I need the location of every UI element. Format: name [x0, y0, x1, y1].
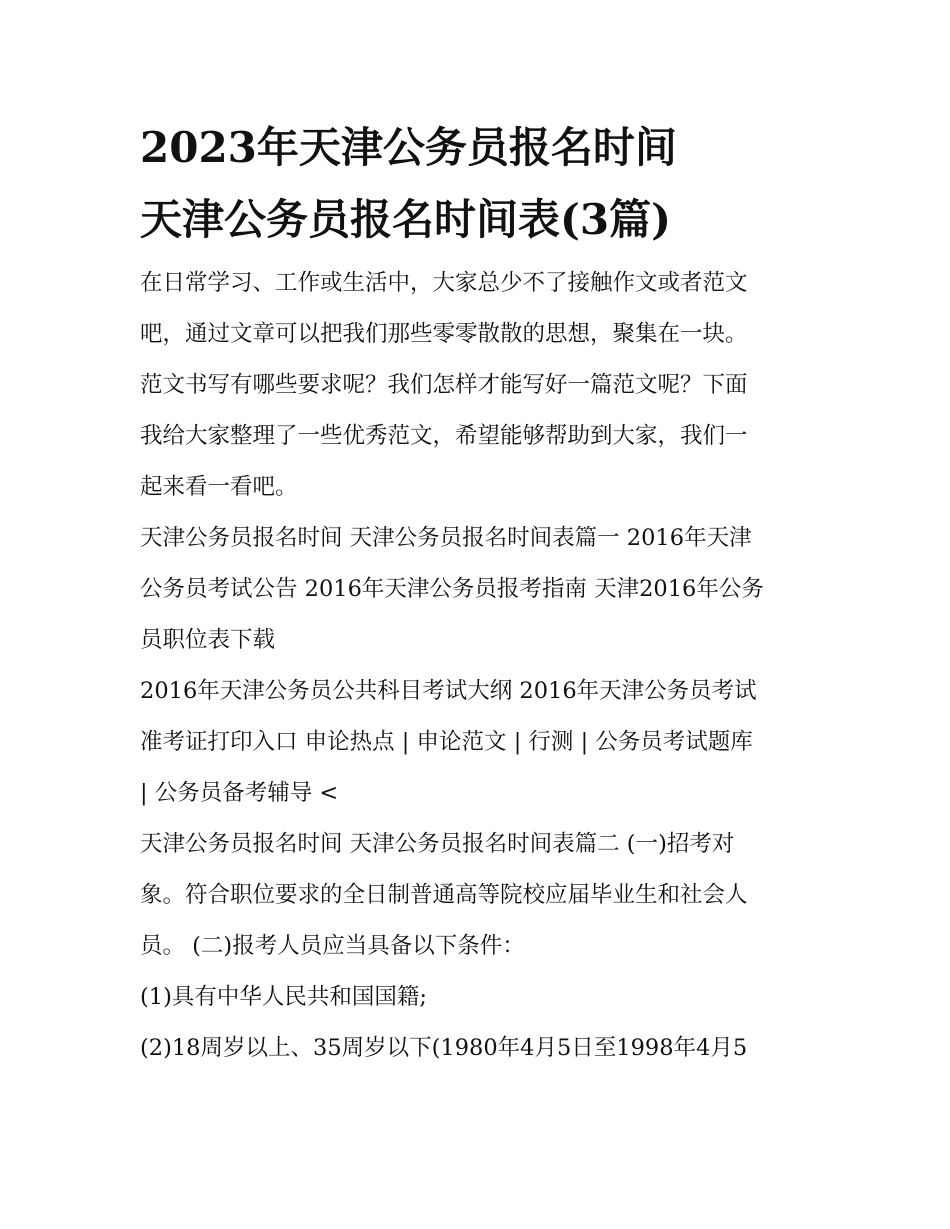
text-line: (2)18周岁以上、35周岁以下(1980年4月5日至1998年4月5 [140, 1035, 748, 1061]
title-line: 2023年天津公务员报名时间 [140, 123, 677, 172]
text-line: 范文书写有哪些要求呢？我们怎样才能写好一篇范文呢？下面 [140, 372, 748, 398]
text-line: 2016年天津公务员公共科目考试大纲 2016年天津公务员考试 [140, 678, 757, 704]
section-two-paragraph [140, 819, 820, 972]
text-line: 员。 (二)报考人员应当具备以下条件： [140, 933, 525, 959]
intro-paragraph [140, 258, 820, 513]
section-one-paragraph [140, 513, 820, 666]
text-line: | 公务员备考辅导 < [140, 780, 339, 806]
text-line: (1)具有中华人民共和国国籍; [140, 984, 427, 1010]
text-line: 天津公务员报名时间 天津公务员报名时间表篇一 2016年天津 [140, 525, 752, 551]
document-body [140, 112, 820, 1074]
text-line: 员职位表下载 [140, 627, 276, 653]
text-line: 我给大家整理了一些优秀范文，希望能够帮助到大家，我们一 [140, 423, 748, 449]
condition-item-2 [140, 1023, 820, 1074]
text-line: 准考证打印入口 申论热点 | 申论范文 | 行测 | 公务员考试题库 [140, 729, 753, 755]
text-line: 象。符合职位要求的全日制普通高等院校应届毕业生和社会人 [140, 882, 748, 908]
text-line: 在日常学习、工作或生活中，大家总少不了接触作文或者范文 [140, 270, 748, 296]
condition-item-1 [140, 972, 820, 1023]
title-line: 天津公务员报名时间表(3篇) [140, 195, 671, 244]
document-title [140, 112, 820, 256]
text-line: 公务员考试公告 2016年天津公务员报考指南 天津2016年公务 [140, 576, 764, 602]
text-line: 天津公务员报名时间 天津公务员报名时间表篇二 (一)招考对 [140, 831, 735, 857]
exam-outline-paragraph [140, 666, 820, 819]
text-line: 吧，通过文章可以把我们那些零零散散的思想，聚集在一块。 [140, 321, 748, 347]
text-line: 起来看一看吧。 [140, 474, 298, 500]
